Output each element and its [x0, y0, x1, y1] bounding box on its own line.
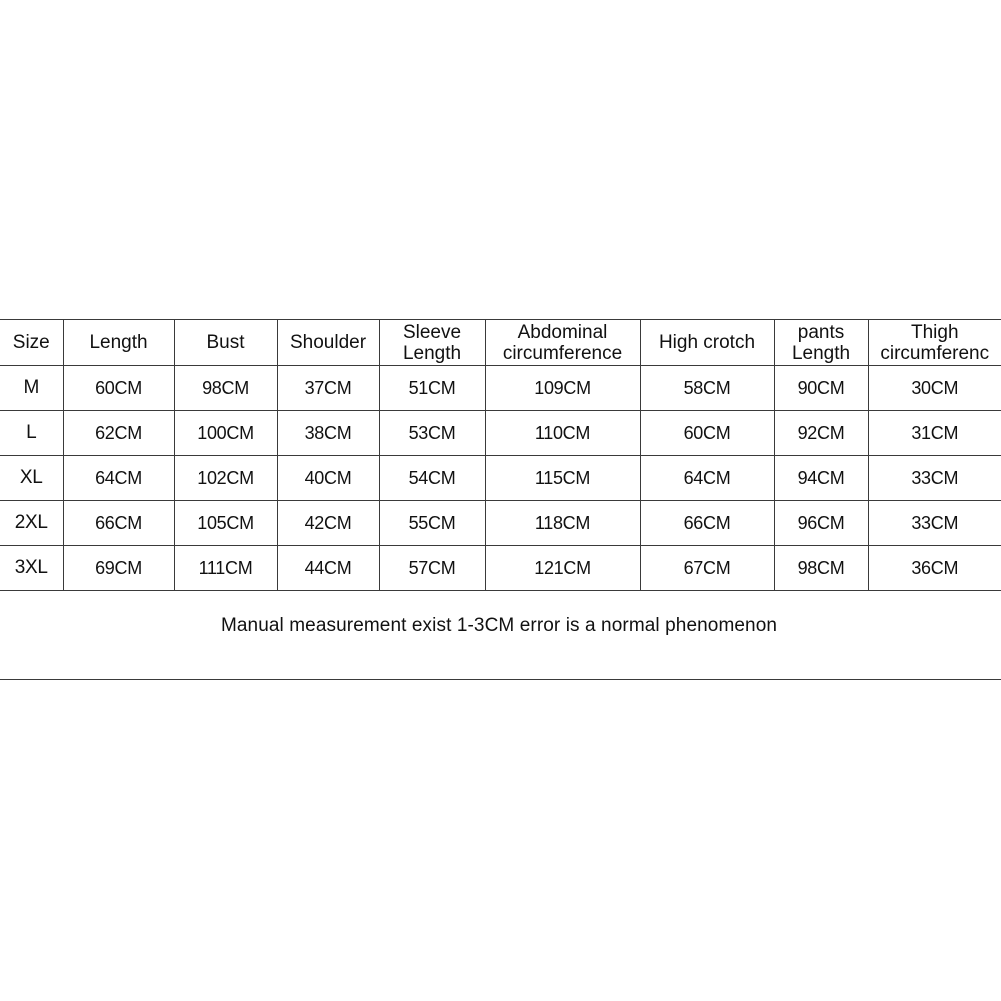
column-header — [277, 320, 379, 366]
measurement-cell: 121CM — [485, 546, 640, 591]
table-body — [0, 366, 1001, 591]
column-header — [485, 320, 640, 366]
column-header-line: Length — [402, 342, 462, 364]
size-label-cell: 3XL — [0, 546, 63, 591]
measurement-cell: 58CM — [640, 366, 774, 411]
table-row — [0, 546, 1001, 591]
measurement-cell: 55CM — [379, 501, 485, 546]
size-label-cell: L — [0, 411, 63, 456]
measurement-cell: 30CM — [868, 366, 1001, 411]
measurement-cell: 96CM — [774, 501, 868, 546]
column-header-line: High crotch — [658, 332, 756, 353]
measurement-cell: 51CM — [379, 366, 485, 411]
column-header — [174, 320, 277, 366]
column-header — [0, 320, 63, 366]
table-row — [0, 366, 1001, 411]
measurement-cell: 36CM — [868, 546, 1001, 591]
measurement-cell: 33CM — [868, 456, 1001, 501]
measurement-cell: 60CM — [63, 366, 174, 411]
measurement-cell: 31CM — [868, 411, 1001, 456]
header-row — [0, 320, 1001, 366]
column-header-line: Size — [12, 332, 50, 353]
table-row — [0, 411, 1001, 456]
column-header — [63, 320, 174, 366]
column-header — [379, 320, 485, 366]
measurement-cell: 62CM — [63, 411, 174, 456]
column-header-line: Sleeve — [402, 321, 462, 343]
measurement-cell: 98CM — [174, 366, 277, 411]
column-header-line: pants — [797, 321, 845, 343]
measurement-cell: 40CM — [277, 456, 379, 501]
measurement-note: Manual measurement exist 1-3CM error is a normal phenomenon — [220, 615, 778, 636]
measurement-cell: 109CM — [485, 366, 640, 411]
column-header-line: Bust — [206, 332, 245, 353]
column-header — [640, 320, 774, 366]
note-row — [0, 590, 1001, 680]
measurement-cell: 118CM — [485, 501, 640, 546]
column-header-line: Abdominal — [517, 321, 608, 343]
measurement-cell: 64CM — [63, 456, 174, 501]
measurement-cell: 64CM — [640, 456, 774, 501]
column-header — [774, 320, 868, 366]
measurement-cell: 66CM — [63, 501, 174, 546]
measurement-cell: 100CM — [174, 411, 277, 456]
column-header-line: Length — [89, 332, 148, 353]
column-header-line: Thigh — [910, 321, 959, 343]
measurement-cell: 110CM — [485, 411, 640, 456]
measurement-cell: 67CM — [640, 546, 774, 591]
measurement-cell: 111CM — [174, 546, 277, 591]
column-header-line: circumference — [502, 342, 623, 364]
size-chart — [0, 319, 1001, 681]
measurement-cell: 105CM — [174, 501, 277, 546]
measurement-cell: 53CM — [379, 411, 485, 456]
measurement-cell: 33CM — [868, 501, 1001, 546]
measurement-cell: 60CM — [640, 411, 774, 456]
measurement-cell: 42CM — [277, 501, 379, 546]
column-header-line: Length — [791, 342, 851, 364]
measurement-cell: 94CM — [774, 456, 868, 501]
size-table — [0, 319, 1001, 591]
measurement-cell: 102CM — [174, 456, 277, 501]
measurement-cell: 38CM — [277, 411, 379, 456]
table-row — [0, 456, 1001, 501]
column-header-line: Shoulder — [289, 332, 367, 353]
column-header — [868, 320, 1001, 366]
measurement-cell: 90CM — [774, 366, 868, 411]
column-header-line: circumferenc — [880, 342, 990, 364]
measurement-cell: 57CM — [379, 546, 485, 591]
measurement-cell: 69CM — [63, 546, 174, 591]
measurement-cell: 37CM — [277, 366, 379, 411]
measurement-cell: 44CM — [277, 546, 379, 591]
measurement-cell: 66CM — [640, 501, 774, 546]
measurement-cell: 115CM — [485, 456, 640, 501]
measurement-cell: 92CM — [774, 411, 868, 456]
size-label-cell: XL — [0, 456, 63, 501]
size-label-cell: 2XL — [0, 501, 63, 546]
measurement-cell: 98CM — [774, 546, 868, 591]
table-row — [0, 501, 1001, 546]
measurement-cell: 54CM — [379, 456, 485, 501]
size-label-cell: M — [0, 366, 63, 411]
